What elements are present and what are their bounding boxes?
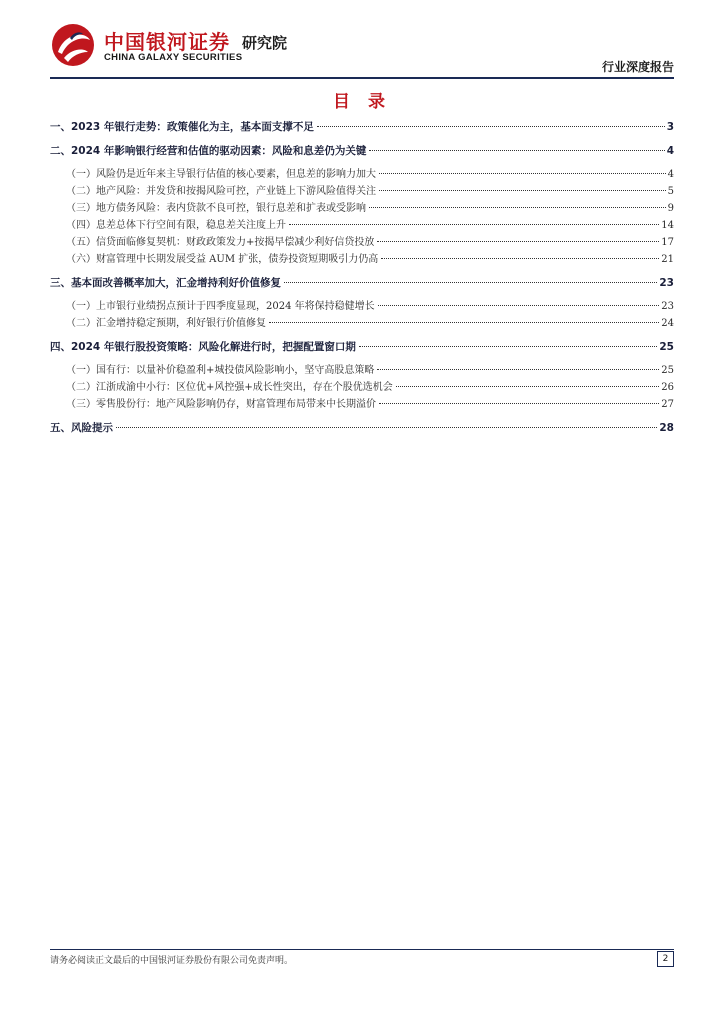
toc-section-entry[interactable] — [50, 275, 674, 292]
dot-leader — [379, 403, 659, 404]
toc-subsection-entry[interactable] — [50, 396, 674, 413]
toc-entry-text: （四）息差总体下行空间有限，稳息差关注度上升 — [66, 220, 286, 231]
dot-leader — [396, 386, 660, 387]
dot-leader — [369, 150, 664, 151]
header-divider — [50, 77, 674, 79]
toc-page-number: 21 — [661, 254, 674, 265]
dot-leader — [379, 173, 666, 174]
toc-subsection-entry[interactable] — [50, 200, 674, 217]
dot-leader — [377, 369, 659, 370]
toc-entry-text: 一、2023 年银行走势：政策催化为主，基本面支撑不足 — [50, 121, 314, 133]
brand-name-cn: 中国银河证券 — [104, 30, 230, 54]
dot-leader — [379, 190, 666, 191]
dot-leader — [269, 322, 659, 323]
dot-leader — [369, 207, 666, 208]
galaxy-logo-icon — [50, 22, 96, 68]
toc-page-number: 24 — [661, 318, 674, 329]
toc-entry-text: （二）江浙成渝中小行：区位优+风控强+成长性突出，存在个股优选机会 — [66, 382, 393, 393]
toc-page-number: 25 — [659, 341, 674, 353]
toc-subsection-entry[interactable] — [50, 234, 674, 251]
toc-entry-text: （一）风险仍是近年来主导银行估值的核心要素，但息差的影响力加大 — [66, 169, 376, 180]
toc-page-number: 3 — [666, 121, 674, 133]
dot-leader — [317, 126, 665, 127]
toc-entry-text: （六）财富管理中长期发展受益 AUM 扩张，债券投资短期吸引力仍高 — [66, 254, 379, 265]
page-number: 2 — [657, 951, 674, 967]
toc-subsection-entry[interactable] — [50, 166, 674, 183]
toc-section-entry[interactable] — [50, 143, 674, 160]
toc-subsection-entry[interactable] — [50, 315, 674, 332]
toc-entry-text: （三）地方债务风险：表内贷款不良可控，银行息差和扩表或受影响 — [66, 203, 366, 214]
toc-subsection-entry[interactable] — [50, 251, 674, 268]
toc-page-number: 14 — [661, 220, 674, 231]
dot-leader — [116, 427, 657, 428]
toc-entry-text: 二、2024 年影响银行经营和估值的驱动因素：风险和息差仍为关键 — [50, 145, 367, 157]
toc-title: 目 录 — [333, 92, 391, 112]
toc-subsection-entry[interactable] — [50, 183, 674, 200]
toc-entry-text: （一）上市银行业绩拐点预计于四季度显现，2024 年将保持稳健增长 — [66, 301, 375, 312]
toc-section-entry[interactable] — [50, 339, 674, 356]
table-of-contents — [50, 119, 674, 437]
brand-name-en: CHINA GALAXY SECURITIES — [104, 52, 243, 63]
dot-leader — [377, 241, 659, 242]
toc-section-entry[interactable] — [50, 420, 674, 437]
toc-page-number: 23 — [661, 301, 674, 312]
institute-label: 研究院 — [242, 34, 288, 52]
toc-entry-text: （二）汇金增持稳定预期，利好银行价值修复 — [66, 318, 266, 329]
dot-leader — [289, 224, 659, 225]
toc-entry-text: 四、2024 年银行股投资策略：风险化解进行时，把握配置窗口期 — [50, 341, 356, 353]
toc-entry-text: （一）国有行：以量补价稳盈利+城投债风险影响小，坚守高股息策略 — [66, 365, 375, 376]
toc-subsection-entry[interactable] — [50, 298, 674, 315]
toc-page-number: 25 — [661, 365, 674, 376]
disclaimer-note: 请务必阅读正文最后的中国银河证券股份有限公司免责声明。 — [50, 956, 294, 966]
footer-divider — [50, 949, 674, 950]
toc-entry-text: （三）零售股份行：地产风险影响仍存，财富管理布局带来中长期溢价 — [66, 399, 376, 410]
toc-entry-text: 五、风险提示 — [50, 422, 113, 434]
toc-page-number: 23 — [659, 277, 674, 289]
report-type-label: 行业深度报告 — [601, 60, 674, 74]
toc-entry-text: （五）信贷面临修复契机：财政政策发力+按揭早偿减少利好信贷投放 — [66, 237, 375, 248]
toc-entry-text: （二）地产风险：并发贷和按揭风险可控，产业链上下游风险值得关注 — [66, 186, 376, 197]
toc-page-number: 17 — [661, 237, 674, 248]
page-header — [50, 20, 674, 76]
dot-leader — [378, 305, 660, 306]
toc-page-number: 4 — [666, 145, 674, 157]
toc-subsection-entry[interactable] — [50, 217, 674, 234]
dot-leader — [284, 282, 657, 283]
dot-leader — [359, 346, 657, 347]
toc-subsection-entry[interactable] — [50, 362, 674, 379]
toc-page-number: 26 — [661, 382, 674, 393]
toc-page-number: 9 — [667, 203, 674, 214]
toc-subsection-entry[interactable] — [50, 379, 674, 396]
toc-page-number: 28 — [659, 422, 674, 434]
toc-section-entry[interactable] — [50, 119, 674, 136]
dot-leader — [381, 258, 659, 259]
toc-page-number: 5 — [667, 186, 674, 197]
toc-entry-text: 三、基本面改善概率加大，汇金增持利好价值修复 — [50, 277, 281, 289]
toc-page-number: 27 — [661, 399, 674, 410]
toc-page-number: 4 — [667, 169, 674, 180]
